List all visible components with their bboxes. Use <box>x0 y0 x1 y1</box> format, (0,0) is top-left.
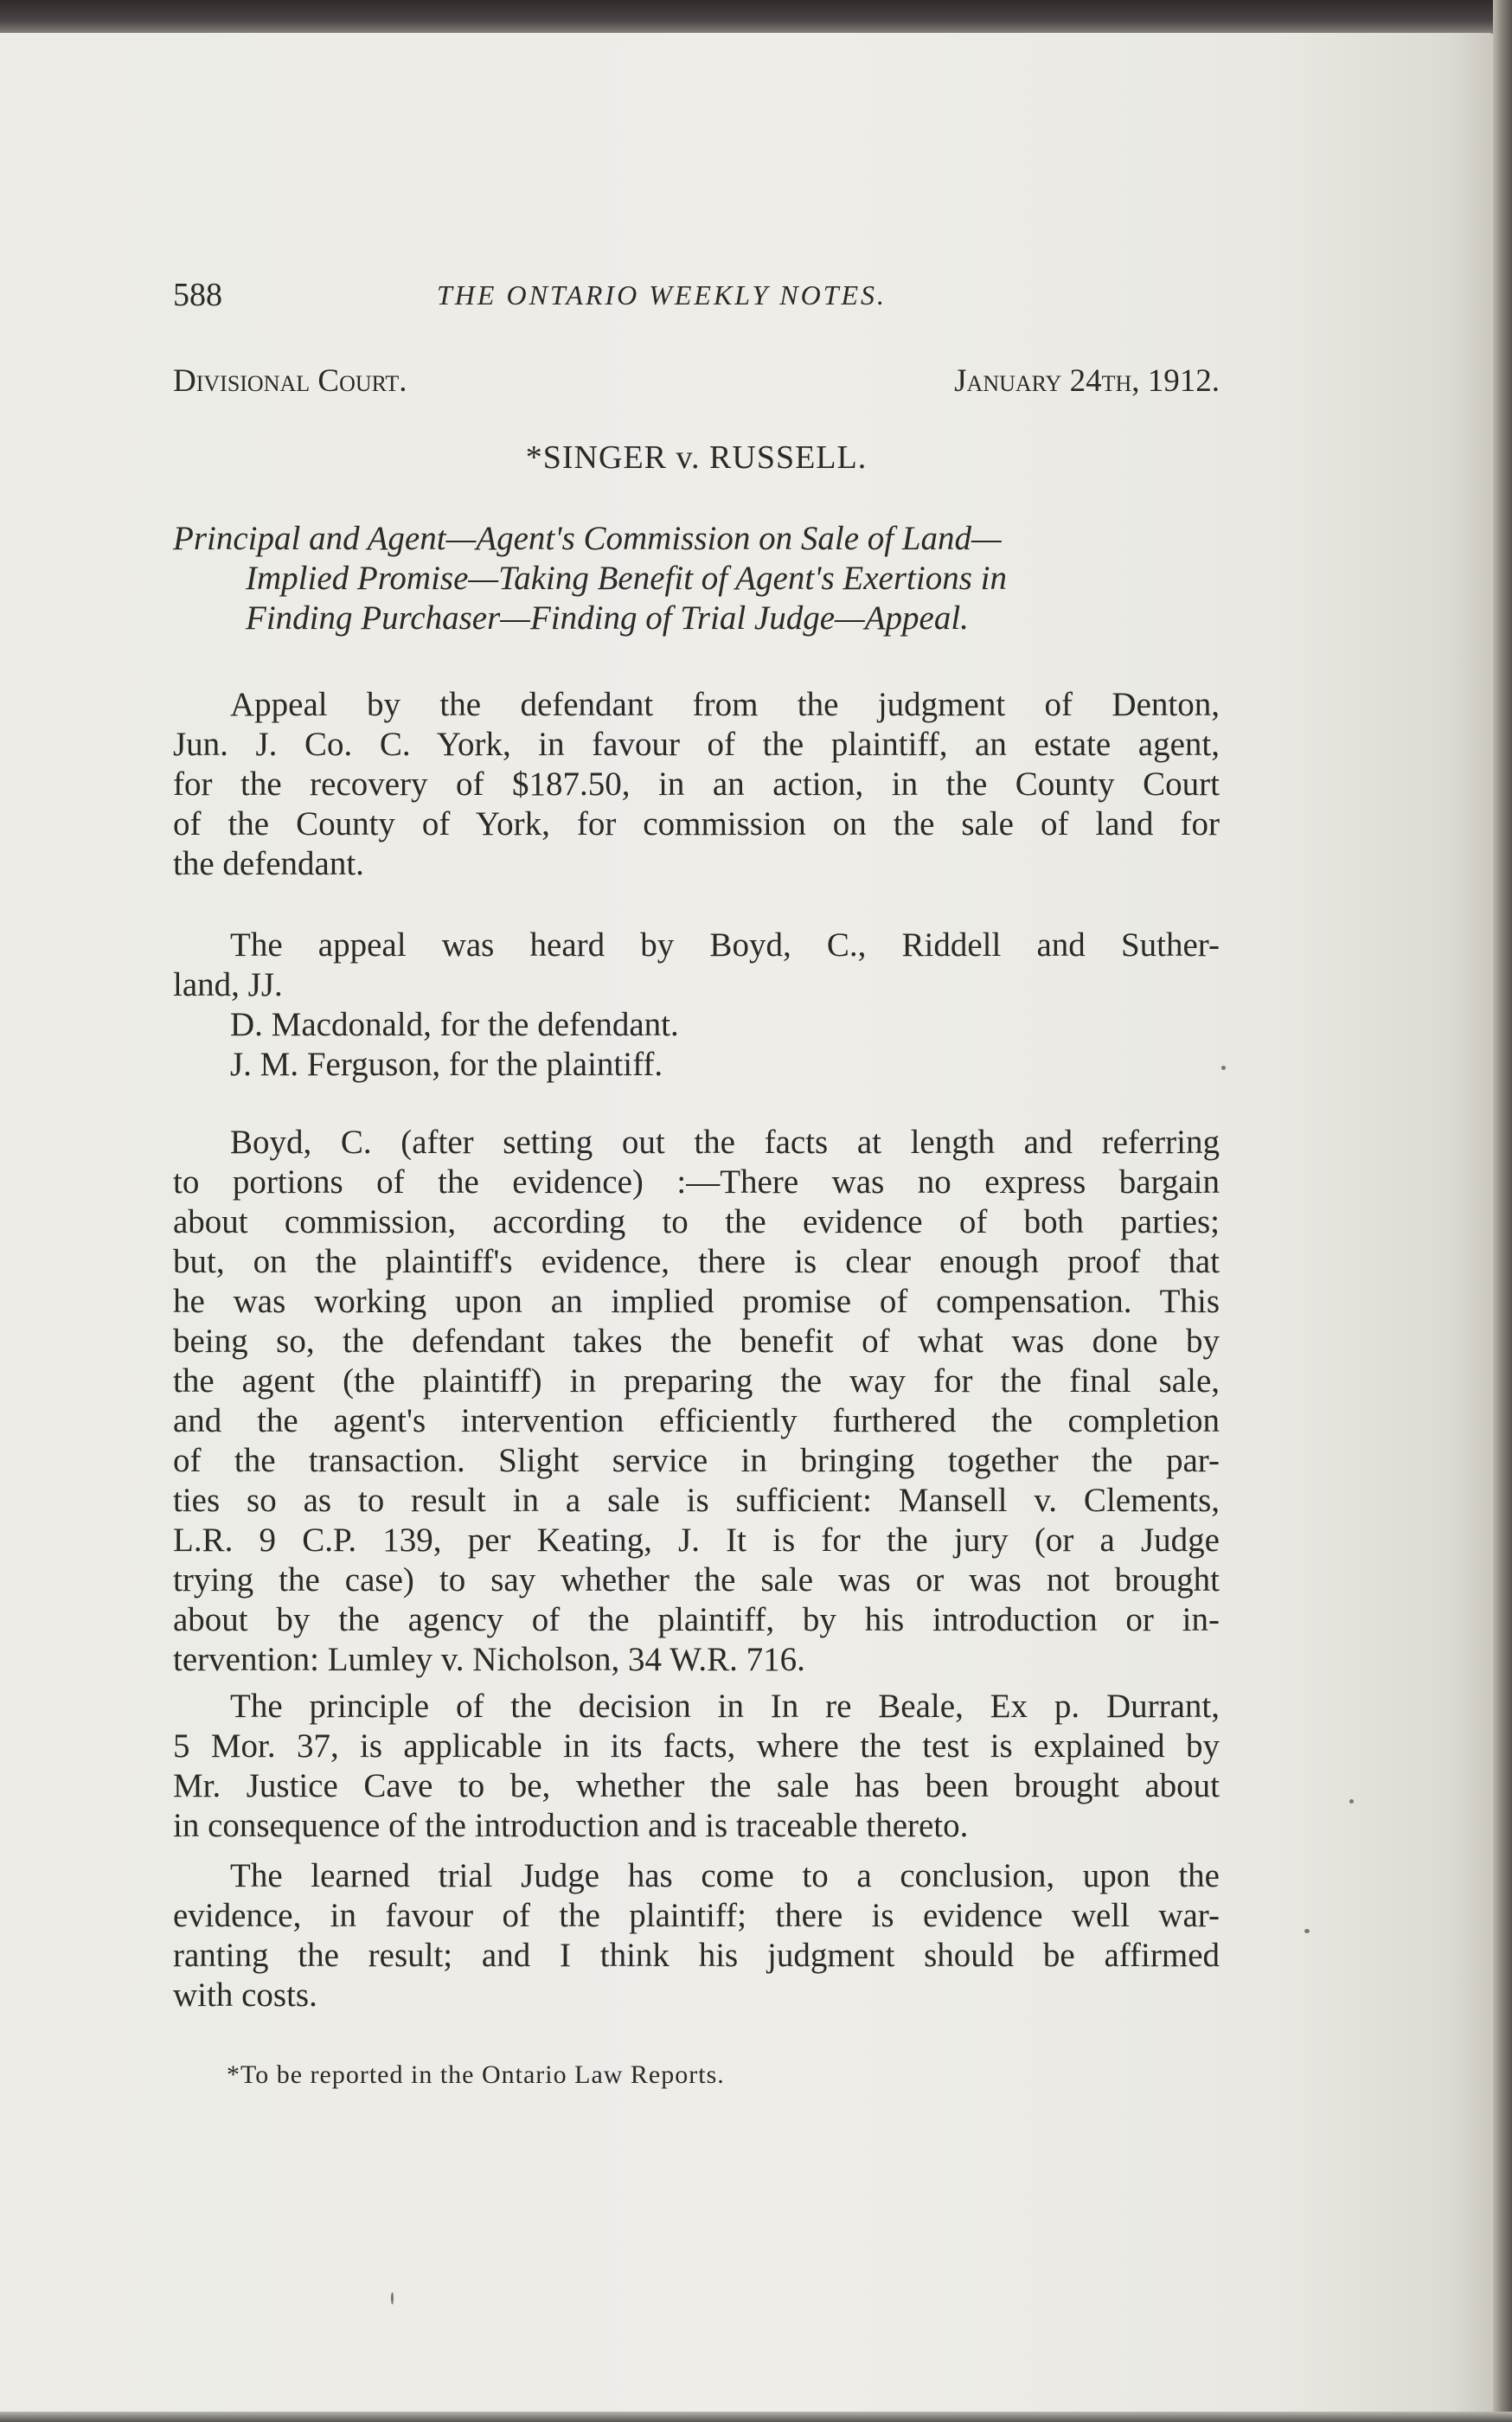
speck-mark <box>1304 1929 1310 1933</box>
text-line: Jun. J. Co. C. York, in favour of the plaintiff, an estate agent, <box>173 726 1220 763</box>
page-number: 588 <box>173 277 222 313</box>
text-line: L.R. 9 C.P. 139, per Keating, J. It is for the jury (or a Judge <box>173 1522 1220 1559</box>
text-line: in consequence of the introduction and is traceable thereto. <box>173 1807 969 1844</box>
appeal-paragraph <box>173 685 1220 884</box>
text-line: evidence, in favour of the plaintiff; there is evidence well war- <box>173 1897 1220 1934</box>
headnote-line: Implied Promise—Taking Benefit of Agent's Exertions in <box>246 560 1007 597</box>
text-line: being so, the defendant takes the benefit of what was done by <box>173 1323 1220 1360</box>
speck-mark <box>1221 1066 1226 1070</box>
court-name: Divisional Court. <box>173 363 407 399</box>
text-line: The appeal was heard by Boyd, C., Riddell and Suther- <box>230 926 1220 964</box>
book-top-edge <box>0 0 1512 35</box>
text-line: 5 Mor. 37, is applicable in its facts, where the test is explained by <box>173 1727 1220 1765</box>
headnote <box>173 519 1220 638</box>
judgment-date: January 24th, 1912. <box>954 363 1220 399</box>
text-line: Appeal by the defendant from the judgment of Denton, <box>230 686 1220 723</box>
hearing-paragraph <box>173 926 1220 1085</box>
headnote-line: Principal and Agent—Agent's Commission on Sale of Land— <box>173 520 1002 557</box>
text-line: and the agent's intervention efficiently furthered the completion <box>173 1402 1220 1439</box>
judgment-paragraph <box>173 1687 1220 1846</box>
journal-title: THE ONTARIO WEEKLY NOTES. <box>437 279 887 311</box>
text-line: with costs. <box>173 1977 317 2014</box>
book-bottom-edge <box>0 2412 1512 2422</box>
text-line: tervention: Lumley v. Nicholson, 34 W.R. 716. <box>173 1641 805 1678</box>
text-line: ties so as to result in a sale is sufficient: Mansell v. Clements, <box>173 1482 1220 1519</box>
text-line: land, JJ. <box>173 966 283 1003</box>
text-line: ranting the result; and I think his judgment should be affirmed <box>173 1937 1220 1974</box>
text-line: to portions of the evidence) :—There was no express bargain <box>173 1163 1220 1201</box>
footnote: *To be reported in the Ontario Law Reports. <box>227 2060 725 2089</box>
text-line: Boyd, C. (after setting out the facts at length and referring <box>230 1124 1220 1161</box>
text-line: trying the case) to say whether the sale was or was not brought <box>173 1561 1220 1599</box>
text-line: The principle of the decision in In re Beale, Ex p. Durrant, <box>230 1688 1220 1725</box>
text-line: the defendant. <box>173 845 364 882</box>
case-title: *SINGER v. RUSSELL. <box>525 439 868 476</box>
text-line: but, on the plaintiff's evidence, there is clear enough proof that <box>173 1243 1220 1280</box>
headnote-line: Finding Purchaser—Finding of Trial Judge—Appeal. <box>246 599 969 637</box>
text-line: about commission, according to the evidence of both parties; <box>173 1203 1220 1240</box>
speck-mark <box>1349 1799 1354 1804</box>
text-line: the agent (the plaintiff) in preparing the way for the final sale, <box>173 1362 1220 1400</box>
text-line: Mr. Justice Cave to be, whether the sale has been brought about <box>173 1767 1220 1804</box>
text-line: he was working upon an implied promise of compensation. This <box>173 1283 1220 1320</box>
judgment-paragraph <box>173 1123 1220 1680</box>
text-line: for the recovery of $187.50, in an action, in the County Court <box>173 766 1220 803</box>
counsel-plaintiff: J. M. Ferguson, for the plaintiff. <box>230 1046 663 1083</box>
running-head <box>173 275 1220 318</box>
text-line: The learned trial Judge has come to a conclusion, upon the <box>230 1857 1220 1894</box>
counsel-defendant: D. Macdonald, for the defendant. <box>230 1006 679 1043</box>
speck-mark <box>391 2292 394 2304</box>
text-line: about by the agency of the plaintiff, by his introduction or in- <box>173 1601 1220 1638</box>
book-right-edge <box>1493 0 1512 2422</box>
text-line: of the transaction. Slight service in bringing together the par- <box>173 1442 1220 1479</box>
judgment-paragraph <box>173 1856 1220 2015</box>
text-line: of the County of York, for commission on the sale of land for <box>173 805 1220 843</box>
